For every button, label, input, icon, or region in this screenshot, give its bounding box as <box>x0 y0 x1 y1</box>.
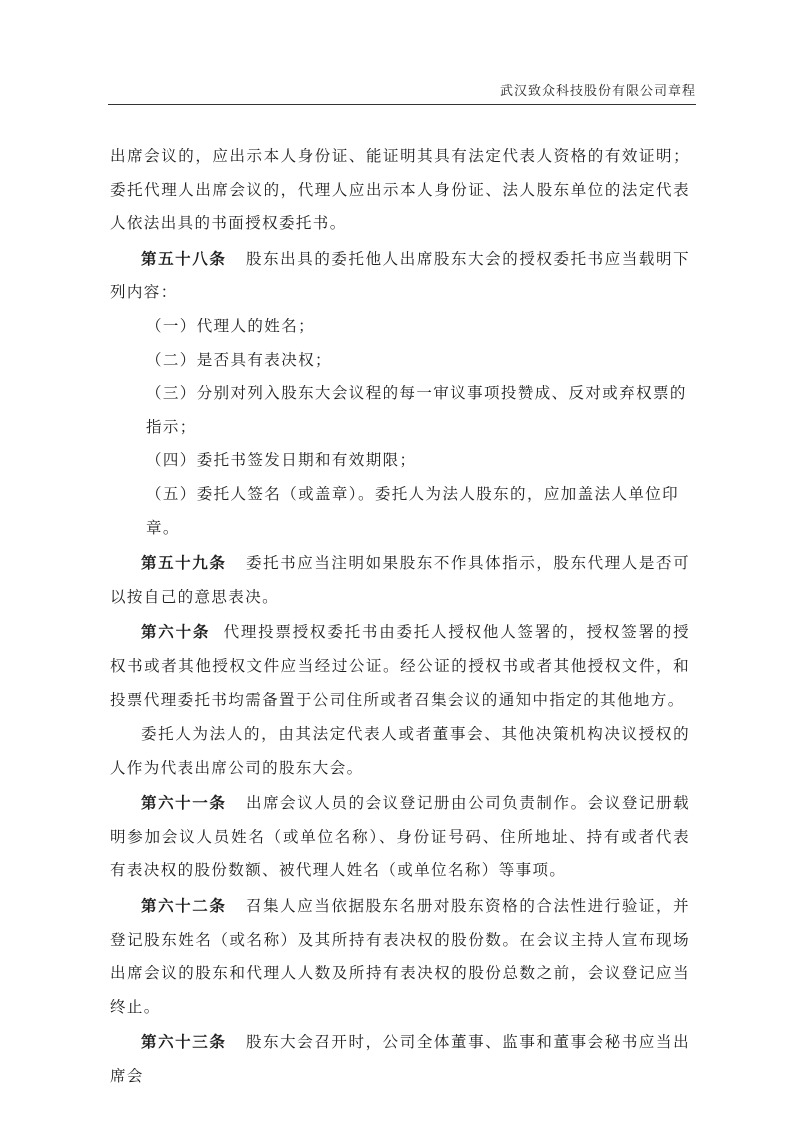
article-58-label: 第五十八条 <box>141 248 227 268</box>
article-60 <box>110 615 690 717</box>
header-company-title: 武汉致众科技股份有限公司章程 <box>499 84 696 99</box>
article-59-text: 委托书应当注明如果股东不作具体指示，股东代理人是否可以按自己的意思表决。 <box>110 554 691 606</box>
header-divider <box>108 104 696 105</box>
article-60-text: 代理投票授权委托书由委托人授权他人签署的，授权签署的授权书或者其他授权文件应当经过公证。经公证的授权书或者其他授权文件，和投票代理委托书均需备置于公司住所或者召集会议的通知中指定的其他地方。 <box>110 623 690 709</box>
article-61-text: 出席会议人员的会议登记册由公司负责制作。会议登记册载明参加会议人员姓名（或单位名称）、身份证号码、住所地址、持有或者代表有表决权的股份数额、被代理人姓名（或单位名称）等事项。 <box>110 794 691 880</box>
paragraph-continued: 出席会议的，应出示本人身份证、能证明其具有法定代表人资格的有效证明；委托代理人出席会议的，代理人应出示本人身份证、法人股东单位的法定代表人依法出具的书面授权委托书。 <box>110 147 690 233</box>
article-61-label: 第六十一条 <box>141 793 227 813</box>
document-body <box>110 140 690 1094</box>
article-62-label: 第六十二条 <box>141 896 227 916</box>
article-60-label: 第六十条 <box>141 622 211 642</box>
article-58 <box>110 242 690 310</box>
article-62-text: 召集人应当依据股东名册对股东资格的合法性进行验证，并登记股东姓名（或名称）及其所持有表决权的股份数。在会议主持人宣布现场出席会议的股东和代理人人数及所持有表决权的股份总数之前，会议登记应当终止。 <box>110 897 691 1016</box>
article-62 <box>110 889 690 1024</box>
list-item-5: （五）委托人签名（或盖章）。委托人为法人股东的，应加盖法人单位印章。 <box>146 484 680 537</box>
article-61 <box>110 786 690 888</box>
article-60-paragraph-2: 委托人为法人的，由其法定代表人或者董事会、其他决策机构决议授权的人作为代表出席公司的股东大会。 <box>110 725 690 777</box>
article-58-text: 股东出具的委托他人出席股东大会的授权委托书应当载明下列内容： <box>110 249 691 302</box>
article-59-label: 第五十九条 <box>141 553 227 573</box>
article-59 <box>110 546 690 614</box>
list-item-3: （三）分别对列入股东大会议程的每一审议事项投赞成、反对或弃权票的指示； <box>146 384 687 436</box>
list-item-1: （一）代理人的姓名； <box>146 316 316 335</box>
article-63 <box>110 1025 690 1093</box>
list-item-2: （二）是否具有表决权； <box>146 350 332 369</box>
article-63-label: 第六十三条 <box>141 1032 227 1052</box>
article-63-text: 股东大会召开时，公司全体董事、监事和董事会秘书应当出席会 <box>110 1033 691 1086</box>
list-item-4: （四）委托书签发日期和有效期限； <box>146 451 417 470</box>
